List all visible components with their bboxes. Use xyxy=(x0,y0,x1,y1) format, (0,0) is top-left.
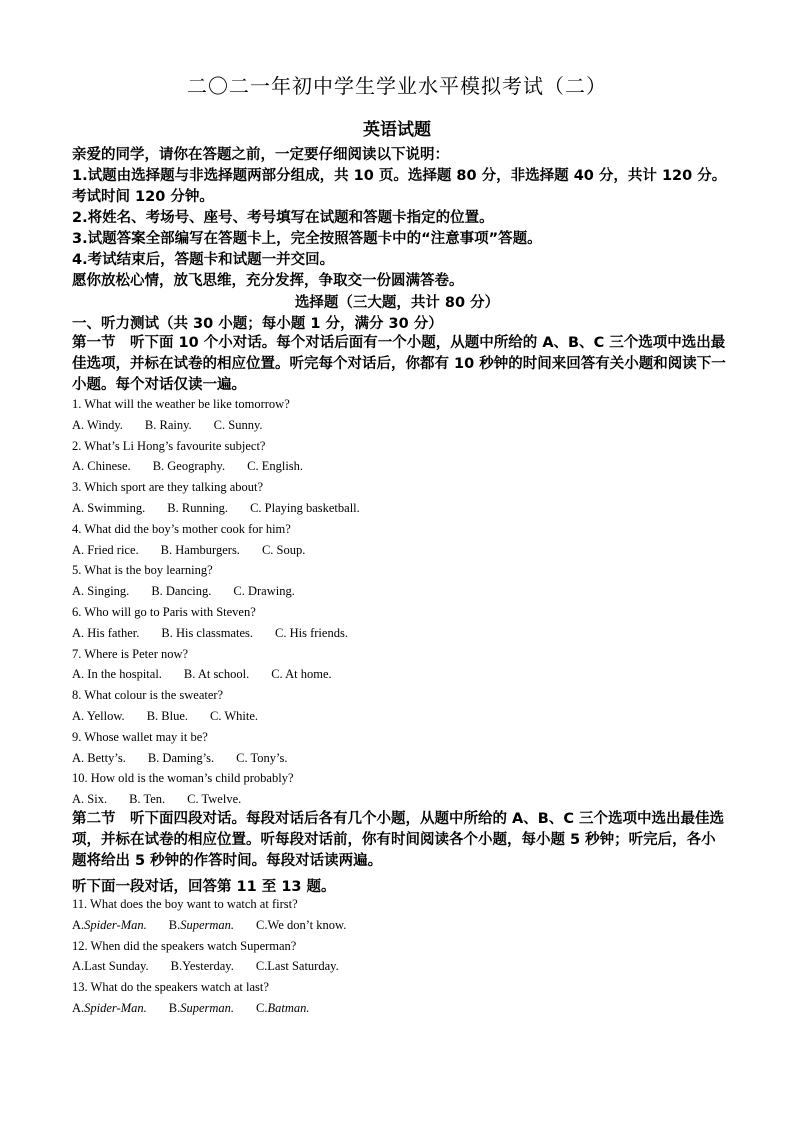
option-a: A. His father. xyxy=(72,625,140,640)
question-options xyxy=(72,706,732,727)
option-c: C. Sunny. xyxy=(213,417,263,432)
section2-questions xyxy=(72,894,732,1019)
section1-instruction-text: 第一节 听下面 10 个小对话。每个对话后面有一个小题，从题中所给的 A、B、C 三个选项中选出最佳选项，并标在试卷的相应位置。听完每个对话后，你都有 10 秒钟的时间来回答有关小题和阅读下一小题。每个对话仅读一遍。 xyxy=(72,335,726,393)
option-c: C. Tony’s. xyxy=(236,750,288,765)
option-a: A. In the hospital. xyxy=(72,667,162,682)
option-text: Spider-Man. xyxy=(84,917,147,932)
dialogue-heading: 听下面一段对话，回答第 11 至 13 题。 xyxy=(72,879,336,895)
option-c: C. Drawing. xyxy=(233,584,295,599)
question-stem: 9. Whose wallet may it be? xyxy=(72,729,208,744)
question-stem: 1. What will the weather be like tomorrow? xyxy=(72,397,290,411)
question-stem: 13. What do the speakers watch at last? xyxy=(72,980,269,995)
option-b xyxy=(171,956,234,977)
option-a xyxy=(72,998,147,1019)
intro-line: 亲爱的同学，请你在答题之前，一定要仔细阅读以下说明： xyxy=(72,147,449,163)
option-letter: A. xyxy=(72,1000,85,1015)
question-options xyxy=(72,540,732,561)
option-b: B. Ten. xyxy=(129,792,166,807)
intro-line: 1.试题由选择题与非选择题两部分组成，共 10 页。选择题 80 分，非选择题 40 分，共计 120 分。考试时间 120 分钟。 xyxy=(72,168,727,205)
option-text: Superman. xyxy=(180,917,235,932)
option-b: B. At school. xyxy=(183,667,250,682)
option-b: B. Running. xyxy=(167,500,229,515)
question-stem: 2. What’s Li Hong’s favourite subject? xyxy=(72,438,266,453)
option-c: C. Playing basketball. xyxy=(250,500,360,515)
intro-line: 4.考试结束后，答题卡和试题一并交回。 xyxy=(72,252,335,268)
option-letter: B. xyxy=(170,959,183,974)
section-title: 选择题（三大题，共计 80 分） xyxy=(294,295,500,311)
option-c xyxy=(256,915,346,936)
option-a: A. Six. xyxy=(72,792,108,807)
option-b: B. Blue. xyxy=(146,708,189,723)
option-a: A. Yellow. xyxy=(72,708,125,723)
option-c: C. Twelve. xyxy=(187,792,242,807)
question-options xyxy=(72,498,732,519)
option-letter: B. xyxy=(168,917,181,932)
option-b: B. Rainy. xyxy=(144,417,192,432)
question-stem: 7. Where is Peter now? xyxy=(72,646,189,661)
section1-instruction xyxy=(72,333,727,396)
option-c: C. His friends. xyxy=(275,625,348,640)
option-a: A. Windy. xyxy=(72,417,123,432)
option-c xyxy=(256,998,309,1019)
question-stem: 6. Who will go to Paris with Steven? xyxy=(72,604,256,619)
option-text: We don’t know. xyxy=(267,917,347,932)
question-options xyxy=(72,623,732,644)
section1-questions xyxy=(72,394,732,810)
option-a: A. Singing. xyxy=(72,584,130,599)
option-b: B. His classmates. xyxy=(161,625,254,640)
question-options xyxy=(72,748,732,769)
section2-instruction xyxy=(72,809,727,872)
question-stem: 10. How old is the woman’s child probably? xyxy=(72,771,294,786)
intro-line: 愿你放松心情，放飞思维，充分发挥，争取交一份圆满答卷。 xyxy=(72,273,464,289)
option-a: A. Fried rice. xyxy=(72,542,139,557)
option-b xyxy=(169,915,234,936)
option-text: Spider-Man. xyxy=(84,1000,147,1015)
question-stem: 12. When did the speakers watch Superman? xyxy=(72,938,297,953)
exam-subtitle: 英语试题 xyxy=(363,120,431,140)
option-c xyxy=(256,956,339,977)
question-options xyxy=(72,456,732,477)
option-letter: C. xyxy=(255,959,268,974)
exam-title: 二〇二一年初中学生学业水平模拟考试（二） xyxy=(187,74,607,98)
question-stem: 4. What did the boy’s mother cook for him? xyxy=(72,521,291,536)
option-text: Yesterday. xyxy=(182,959,234,974)
intro-line: 3.试题答案全部编写在答题卡上，完全按照答题卡中的“注意事项”答题。 xyxy=(72,231,542,247)
question-options xyxy=(72,956,732,977)
question-stem: 3. Which sport are they talking about? xyxy=(72,480,264,495)
question-options xyxy=(72,664,732,685)
option-a xyxy=(72,956,149,977)
question-options xyxy=(72,581,732,602)
question-stem: 11. What does the boy want to watch at first? xyxy=(72,897,298,911)
question-stem: 8. What colour is the sweater? xyxy=(72,688,224,703)
option-c: C. Soup. xyxy=(261,542,306,557)
option-text: Last Sunday. xyxy=(84,959,149,974)
option-b xyxy=(169,998,234,1019)
option-letter: C. xyxy=(256,917,268,932)
option-b: B. Hamburgers. xyxy=(160,542,240,557)
option-b: B. Daming’s. xyxy=(147,750,215,765)
option-a: A. Chinese. xyxy=(72,459,131,474)
option-b: B. Dancing. xyxy=(151,584,212,599)
option-letter: A. xyxy=(72,917,85,932)
option-c: C. White. xyxy=(210,708,259,723)
intro-instructions xyxy=(72,145,732,292)
option-letter: B. xyxy=(168,1000,181,1015)
option-text: Batman. xyxy=(267,1000,310,1015)
option-a: A. Betty’s. xyxy=(72,750,126,765)
option-c: C. English. xyxy=(247,459,304,474)
option-a xyxy=(72,915,147,936)
option-text: Last Saturday. xyxy=(267,959,339,974)
section2-instruction-text: 第二节 听下面四段对话。每段对话后各有几个小题，从题中所给的 A、B、C 三个选项中选出最佳选项，并标在试卷的相应位置。听每段对话前，你有时间阅读各个小题，每小题 5 秒钟；听完后，各小题将给出 5 秒钟的作答时间。每段对话读两遍。 xyxy=(72,811,725,869)
option-letter: C. xyxy=(256,1000,268,1015)
question-options xyxy=(72,998,732,1019)
option-b: B. Geography. xyxy=(152,459,226,474)
option-a: A. Swimming. xyxy=(72,500,146,515)
question-options xyxy=(72,789,732,810)
question-options xyxy=(72,915,732,936)
part-title: 一、听力测试（共 30 小题；每小题 1 分，满分 30 分） xyxy=(72,316,443,332)
option-letter: A. xyxy=(72,959,85,974)
option-c: C. At home. xyxy=(271,667,332,682)
question-options xyxy=(72,415,732,436)
intro-line: 2.将姓名、考场号、座号、考号填写在试题和答题卡指定的位置。 xyxy=(72,210,494,226)
question-stem: 5. What is the boy learning? xyxy=(72,563,213,578)
option-text: Superman. xyxy=(180,1000,235,1015)
